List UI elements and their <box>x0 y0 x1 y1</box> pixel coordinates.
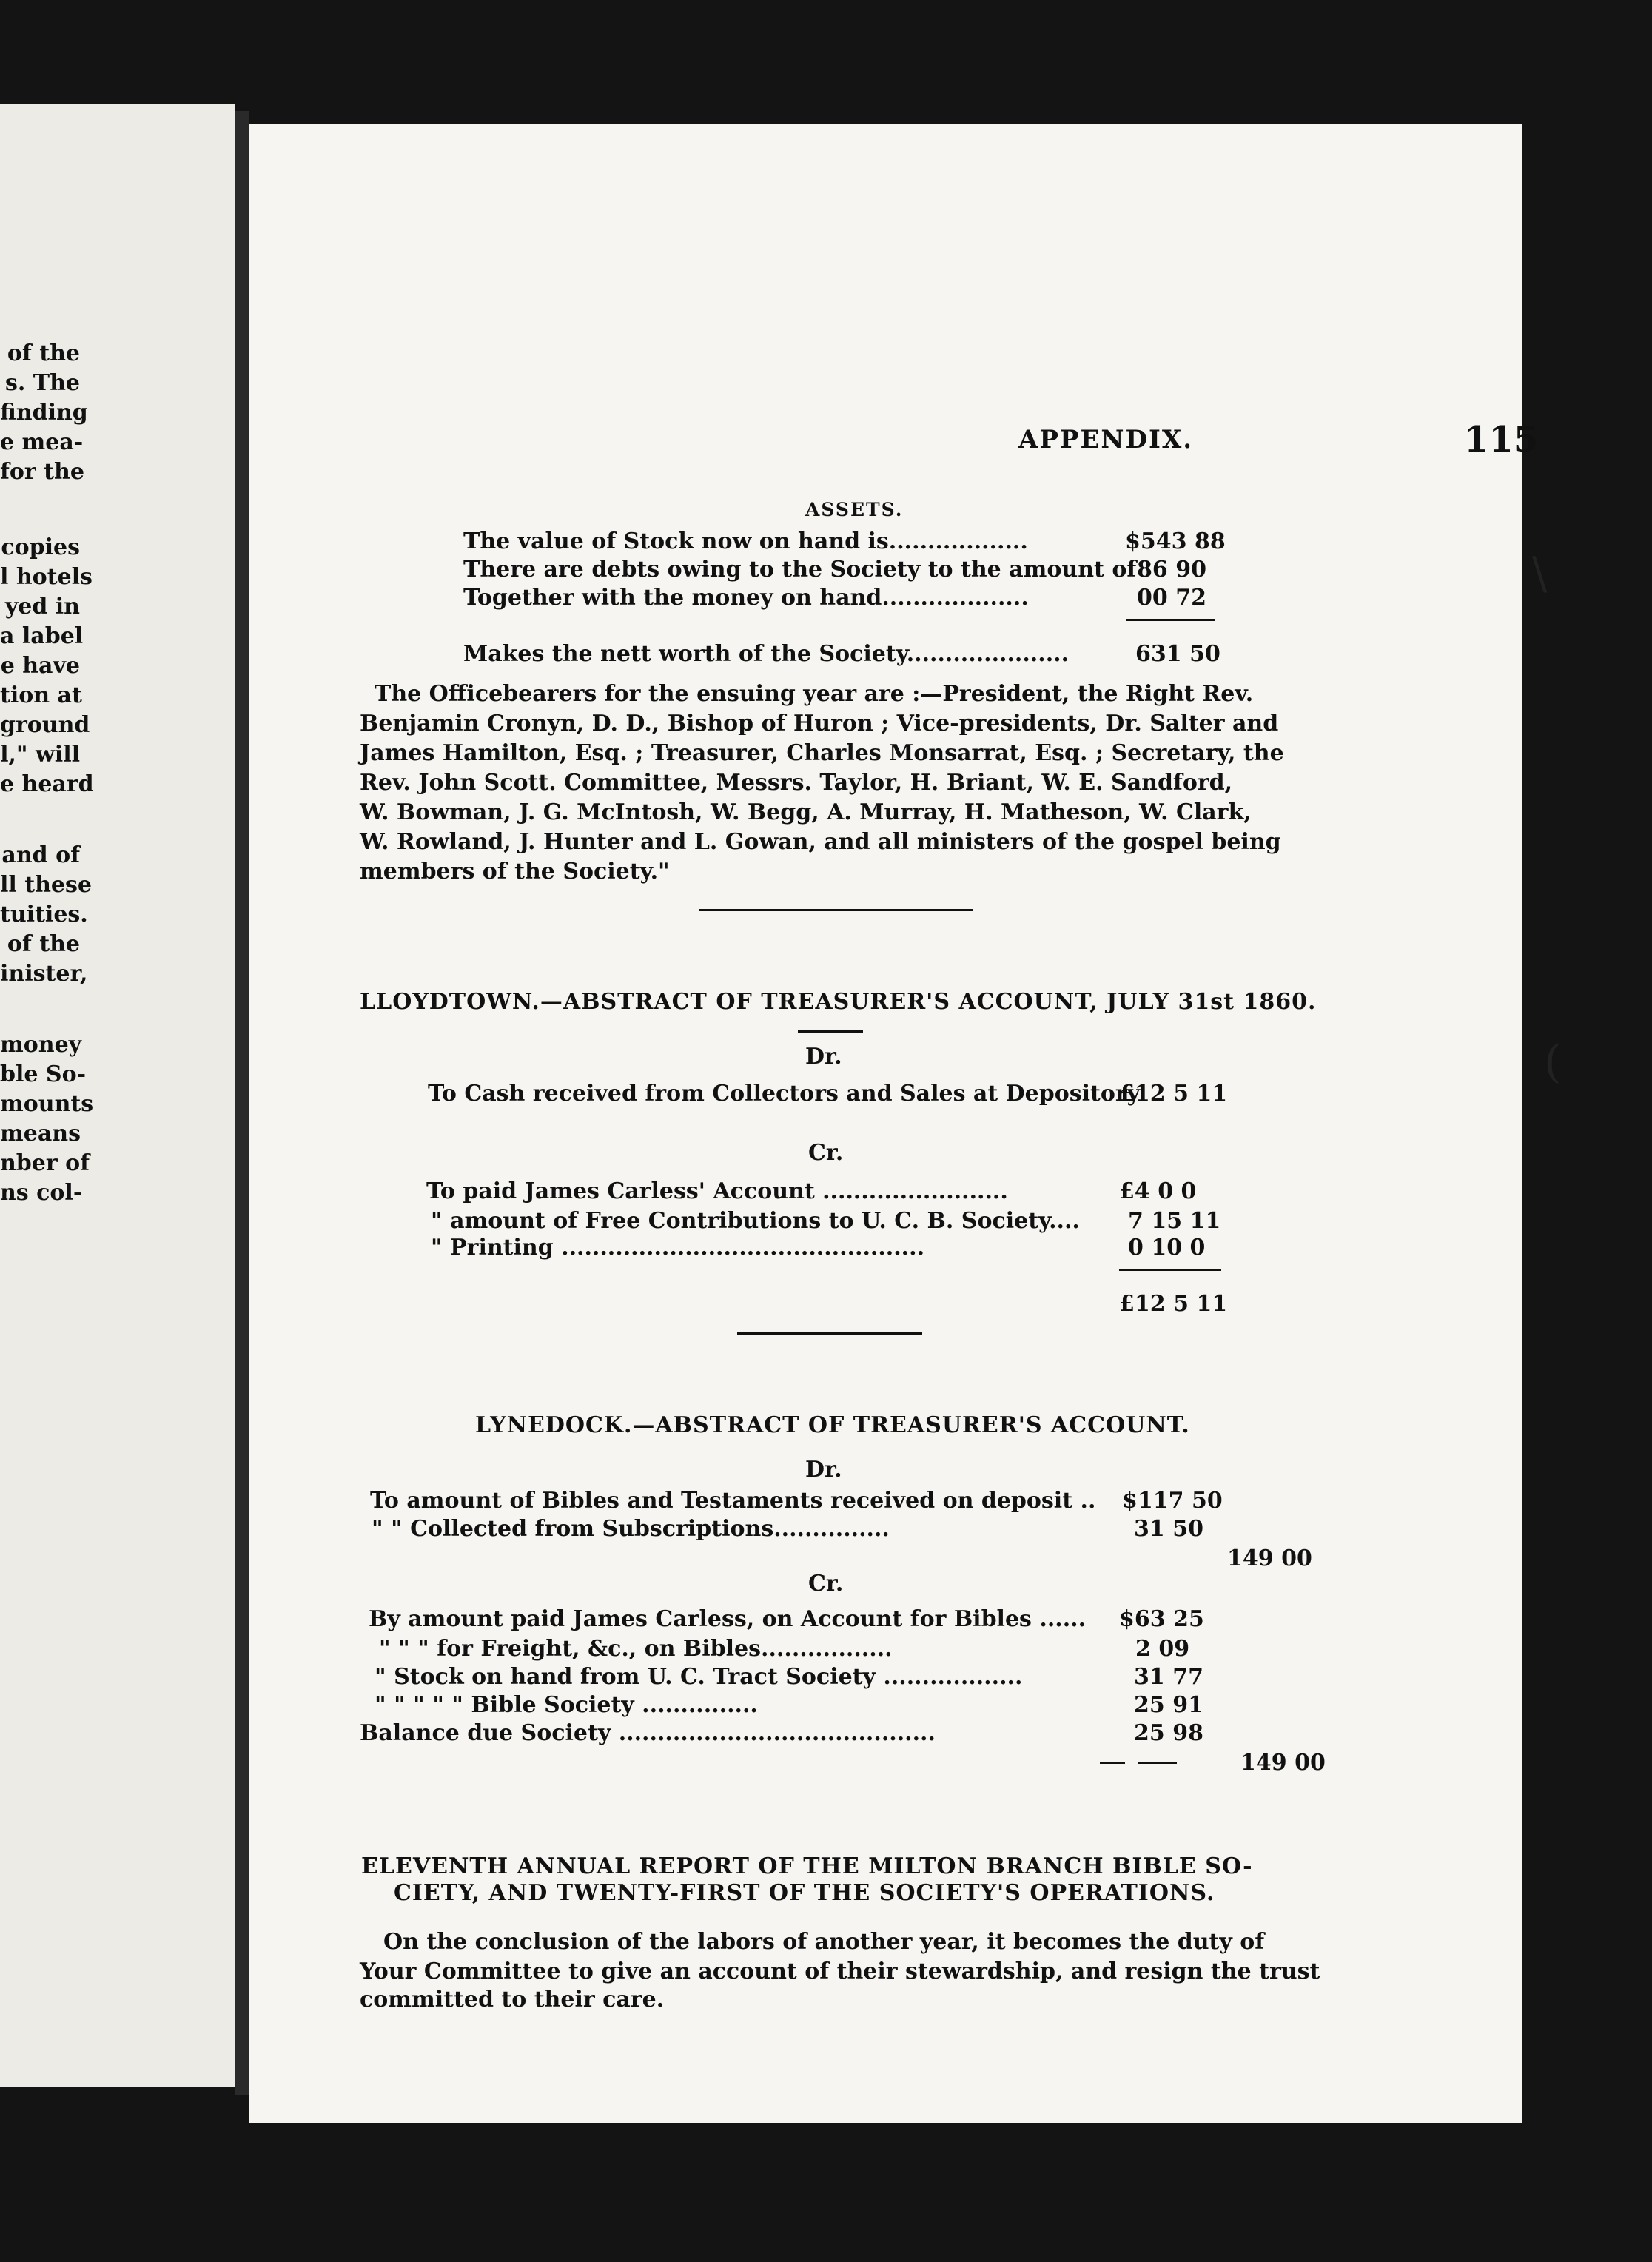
facing-page-line: e have <box>0 653 80 679</box>
lynedock-cr-row-label: " " " " " Bible Society ............... <box>375 1692 758 1718</box>
facing-page-line: ble So- <box>0 1061 87 1087</box>
facing-page-line: tuities. <box>0 902 88 927</box>
facing-page-line: and of <box>1 842 80 868</box>
lynedock-cr-row-amount: 25 98 <box>1134 1720 1203 1746</box>
lloydtown-dr-label-row: To Cash received from Collectors and Sales at Depository <box>428 1081 1141 1107</box>
assets-sum-rule <box>1126 619 1215 621</box>
lynedock-dr-row-label: To amount of Bibles and Testaments received on deposit .. <box>370 1488 1096 1514</box>
lloydtown-dr-label: Dr. <box>805 1044 842 1070</box>
assets-total-amount: 631 50 <box>1135 641 1220 667</box>
assets-row-amount: $543 88 <box>1125 528 1226 554</box>
lloydtown-cr-row-label: " amount of Free Contributions to U. C. B. Society.... <box>431 1208 1080 1234</box>
facing-page-line: finding <box>0 400 88 426</box>
facing-page-line: tion at <box>0 682 82 708</box>
lynedock-cr-row-amount: 31 77 <box>1134 1664 1203 1690</box>
lynedock-title: LYNEDOCK.—ABSTRACT OF TREASURER'S ACCOUNT. <box>475 1412 1190 1438</box>
officebearers-line: James Hamilton, Esq. ; Treasurer, Charles Monsarrat, Esq. ; Secretary, the <box>360 740 1284 766</box>
facing-page-line: e heard <box>0 771 94 797</box>
officebearers-line: members of the Society." <box>360 859 670 885</box>
assets-row-label: Together with the money on hand................... <box>463 585 1029 611</box>
facing-page-line: for the <box>0 459 84 485</box>
facing-page-line: e mea- <box>0 429 84 455</box>
facing-page-line: of the <box>7 340 80 366</box>
lynedock-sum-rule <box>1138 1762 1177 1764</box>
lloydtown-cr-row-amount: £4 0 0 <box>1119 1178 1197 1204</box>
assets-row-amount: 00 72 <box>1137 585 1206 611</box>
lynedock-dr-row-amount: 31 50 <box>1134 1516 1203 1542</box>
lloydtown-cr-row-label: To paid James Carless' Account ........................ <box>426 1178 1008 1204</box>
page-gutter <box>235 111 249 2095</box>
lynedock-cr-row-amount: 25 91 <box>1134 1692 1203 1718</box>
edge-mark: ( <box>1544 1036 1562 1088</box>
facing-page-line: yed in <box>4 594 80 620</box>
facing-page-line: l," will <box>0 742 80 768</box>
lynedock-cr-row-label: By amount paid James Carless, on Account for Bibles ...... <box>369 1606 1087 1632</box>
lynedock-dr-label: Dr. <box>805 1457 842 1483</box>
officebearers-line: W. Bowman, J. G. McIntosh, W. Begg, A. Murray, H. Matheson, W. Clark, <box>360 799 1252 825</box>
milton-title-line: CIETY, AND TWENTY-FIRST OF THE SOCIETY'S OPERATIONS. <box>394 1880 1215 1906</box>
facing-page-line: means <box>0 1121 81 1147</box>
facing-page-line: ll these <box>0 872 92 898</box>
page-number: 115 <box>1464 419 1539 460</box>
assets-total-label: Makes the nett worth of the Society..................... <box>463 641 1070 667</box>
assets-row-label: The value of Stock now on hand is.................. <box>463 528 1028 554</box>
assets-row-amount: 86 90 <box>1137 557 1206 583</box>
lloydtown-dr-amount: £12 5 11 <box>1119 1081 1228 1107</box>
lynedock-cr-label: Cr. <box>808 1571 844 1597</box>
lloydtown-cr-row-amount: 0 10 0 <box>1128 1235 1206 1261</box>
lynedock-cr-row-label: " " " for Freight, &c., on Bibles................. <box>379 1636 893 1662</box>
lloydtown-cr-label: Cr. <box>808 1140 844 1166</box>
facing-page-line: money <box>0 1032 82 1058</box>
lynedock-dr-total: 149 00 <box>1227 1546 1312 1571</box>
facing-page-line: l hotels <box>0 564 93 590</box>
section-divider <box>737 1332 922 1335</box>
lynedock-cr-row-label: Balance due Society ......................................... <box>360 1720 936 1746</box>
facing-page <box>0 104 235 2087</box>
section-divider <box>699 909 973 911</box>
milton-title-line: ELEVENTH ANNUAL REPORT OF THE MILTON BRANCH BIBLE SO- <box>361 1853 1253 1879</box>
lynedock-sum-rule <box>1100 1762 1125 1764</box>
lloydtown-sum-rule <box>1119 1269 1221 1271</box>
lloydtown-cr-row-amount: 7 15 11 <box>1128 1208 1221 1234</box>
facing-page-line: inister, <box>0 961 88 987</box>
milton-body-line: On the conclusion of the labors of another year, it becomes the duty of <box>383 1929 1265 1955</box>
facing-page-line: copies <box>1 534 80 560</box>
running-head-title: APPENDIX. <box>1018 425 1194 454</box>
milton-body-line: Your Committee to give an account of their stewardship, and resign the trust <box>360 1959 1320 1984</box>
facing-page-line: mounts <box>0 1091 94 1117</box>
officebearers-line: Rev. John Scott. Committee, Messrs. Taylor, H. Briant, W. E. Sandford, <box>360 770 1233 796</box>
facing-page-line: of the <box>7 931 80 957</box>
officebearers-line: Benjamin Cronyn, D. D., Bishop of Huron ; Vice-presidents, Dr. Salter and <box>360 711 1279 736</box>
lloydtown-total: £12 5 11 <box>1119 1291 1228 1317</box>
lynedock-cr-row-amount: 2 09 <box>1135 1636 1190 1662</box>
lloydtown-cr-row-label: " Printing ............................................... <box>431 1235 925 1261</box>
lynedock-cr-total: 149 00 <box>1240 1750 1326 1776</box>
lloydtown-title: LLOYDTOWN.—ABSTRACT OF TREASURER'S ACCOUNT, JULY 31st 1860. <box>360 989 1317 1015</box>
assets-row-label: There are debts owing to the Society to the amount of <box>463 557 1137 583</box>
lynedock-cr-row-amount: $63 25 <box>1119 1606 1204 1632</box>
section-divider <box>798 1030 863 1033</box>
lynedock-dr-row-amount: $117 50 <box>1122 1488 1223 1514</box>
facing-page-line: s. The <box>4 370 80 396</box>
assets-heading: ASSETS. <box>805 499 904 520</box>
facing-page-line: ns col- <box>0 1180 83 1206</box>
officebearers-line: W. Rowland, J. Hunter and L. Gowan, and all ministers of the gospel being <box>360 829 1281 855</box>
facing-page-line: a label <box>0 623 84 649</box>
document-page <box>249 124 1539 2123</box>
facing-page-line: nber of <box>0 1150 90 1176</box>
officebearers-line: The Officebearers for the ensuing year are :—President, the Right Rev. <box>375 681 1254 707</box>
lynedock-cr-row-label: " Stock on hand from U. C. Tract Society .................. <box>375 1664 1023 1690</box>
lynedock-dr-row-label: " " Collected from Subscriptions............... <box>372 1516 890 1542</box>
facing-page-line: ground <box>0 712 90 738</box>
milton-body-line: committed to their care. <box>360 1987 665 2013</box>
edge-mark: \ <box>1532 548 1548 600</box>
